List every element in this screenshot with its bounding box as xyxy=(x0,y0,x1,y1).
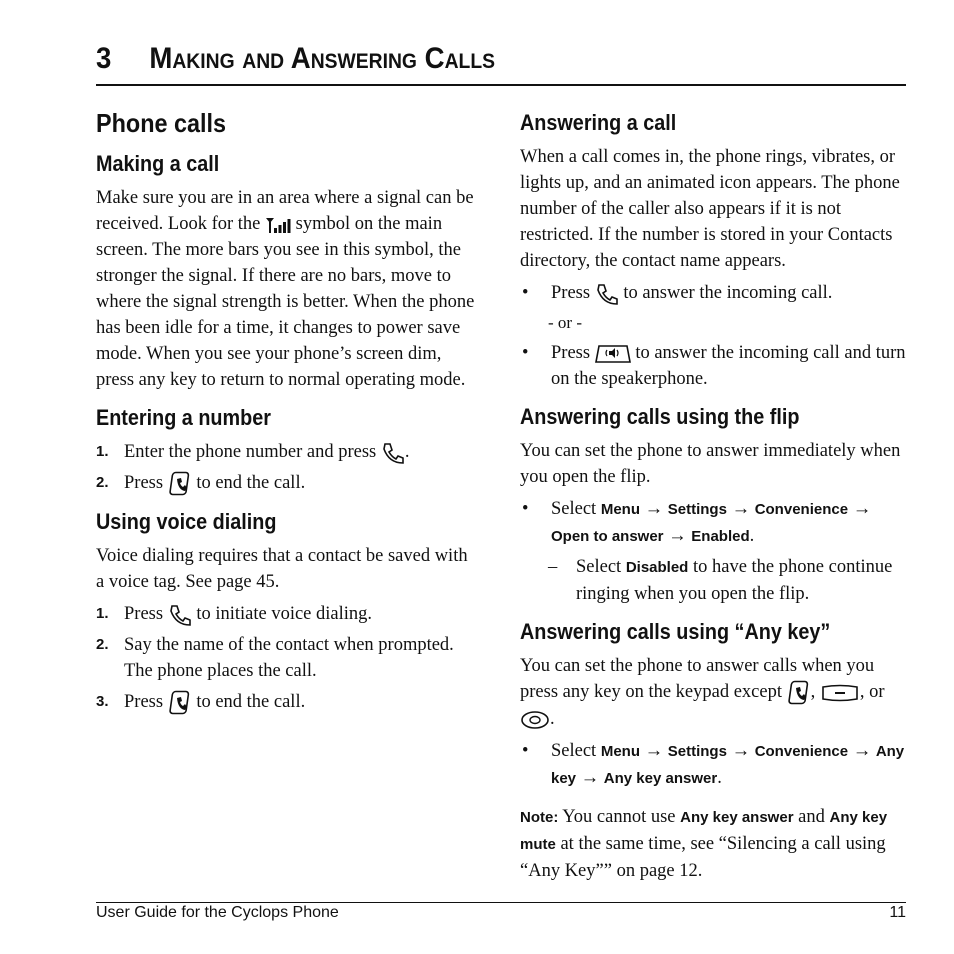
any-key-text: You can set the phone to answer calls when you press any key on the keypad except , , or . xyxy=(520,656,885,729)
subsection-answering-any-key: Answering calls using “Any key” xyxy=(520,619,831,644)
chapter-number: 3 xyxy=(96,42,112,75)
send-key-icon xyxy=(381,441,405,465)
note-text: Note: You cannot use Any key answer and Any key mute at the same time, see “Silencing a call using “Any Key”” on page 12. xyxy=(520,806,888,881)
end-key-icon xyxy=(168,471,192,497)
page-footer xyxy=(96,904,906,922)
list-item: 2. Press to end the call. xyxy=(96,470,480,497)
signal-strength-icon xyxy=(265,216,291,234)
list-item: • Select Menu → Settings → Convenience → Open to answer → Enabled. xyxy=(522,499,872,546)
menu-path-item: Any key answer xyxy=(603,769,718,787)
making-a-call-text: Make sure you are in an area where a signal can be received. Look for the symbol on the main screen. The more bars you see in this symbol, the stronger the signal. If there are no bars, move to where the signal strength is better. When the phone has been idle for a time, it changes to power save mode. When you see your phone’s screen dim, press any key to return to normal operating mode. xyxy=(96,188,475,390)
speaker-key-icon xyxy=(595,344,631,364)
left-column xyxy=(96,108,480,721)
note-label: Note: xyxy=(520,808,559,826)
back-key-icon xyxy=(820,684,860,702)
menu-path-item: Open to answer xyxy=(551,528,664,545)
menu-path-item: Any key xyxy=(551,742,905,787)
subsection-using-voice-dialing: Using voice dialing xyxy=(96,508,277,534)
flip-text: You can set the phone to answer immediately when you open the flip. xyxy=(520,441,901,487)
subsection-entering-a-number: Entering a number xyxy=(96,405,271,430)
end-key-icon xyxy=(787,680,811,706)
list-item: • Press to answer the incoming call. xyxy=(520,280,906,306)
list-item: • Select Menu → Settings → Convenience → Any key → Any key answer. xyxy=(522,740,905,788)
list-item: 3. Press to end the call. xyxy=(96,689,480,716)
flip-sub-note: – Select Disabled to have the phone continue ringing when you open the flip. xyxy=(548,557,893,604)
flip-steps xyxy=(520,496,906,550)
menu-path-item: Settings xyxy=(667,501,727,518)
section-title-phone-calls: Phone calls xyxy=(96,108,227,138)
voice-dialing-text: Voice dialing requires that a contact be saved with a voice tag. See page 45. xyxy=(96,545,468,592)
chapter-heading xyxy=(96,42,841,86)
answering-options xyxy=(520,280,906,306)
list-item: 1. Press to initiate voice dialing. xyxy=(96,601,480,627)
subsection-answering-using-flip: Answering calls using the flip xyxy=(520,404,800,429)
send-key-icon xyxy=(595,282,619,306)
menu-path-item: Convenience xyxy=(754,501,849,518)
answering-options-2 xyxy=(520,340,906,392)
entering-steps xyxy=(96,439,480,497)
menu-path-item: Convenience xyxy=(754,742,849,760)
subsection-answering-a-call: Answering a call xyxy=(520,110,677,135)
navigation-key-icon xyxy=(520,710,550,730)
send-key-icon xyxy=(168,603,192,627)
list-item: • Press to answer the incoming call and turn on the speakerphone. xyxy=(522,343,906,389)
header-rule xyxy=(96,84,906,86)
footer-title: User Guide for the Cyclops Phone xyxy=(96,904,339,921)
or-separator: - or - xyxy=(548,313,582,332)
menu-path-item: Menu xyxy=(600,742,640,760)
any-key-steps xyxy=(520,738,906,792)
menu-path-item: Settings xyxy=(667,742,727,760)
end-key-icon xyxy=(168,690,192,716)
chapter-title: Making and Answering Calls xyxy=(149,42,496,75)
list-item: 1. Enter the phone number and press . xyxy=(96,439,480,465)
right-column xyxy=(520,110,906,884)
list-item: 2. Say the name of the contact when prompted. The phone places the call. xyxy=(96,634,454,681)
voice-steps xyxy=(96,601,480,716)
footer-rule xyxy=(96,902,906,903)
menu-path-item: Enabled xyxy=(691,528,750,545)
menu-path-item: Menu xyxy=(600,501,640,518)
page-number: 11 xyxy=(889,904,906,921)
answering-text: When a call comes in, the phone rings, vibrates, or lights up, and an animated icon appears. The phone number of the caller also appears if it is not restricted. If the number is stored in your Contacts directory, the contact name appears. xyxy=(520,147,900,271)
subsection-making-a-call: Making a call xyxy=(96,151,220,176)
